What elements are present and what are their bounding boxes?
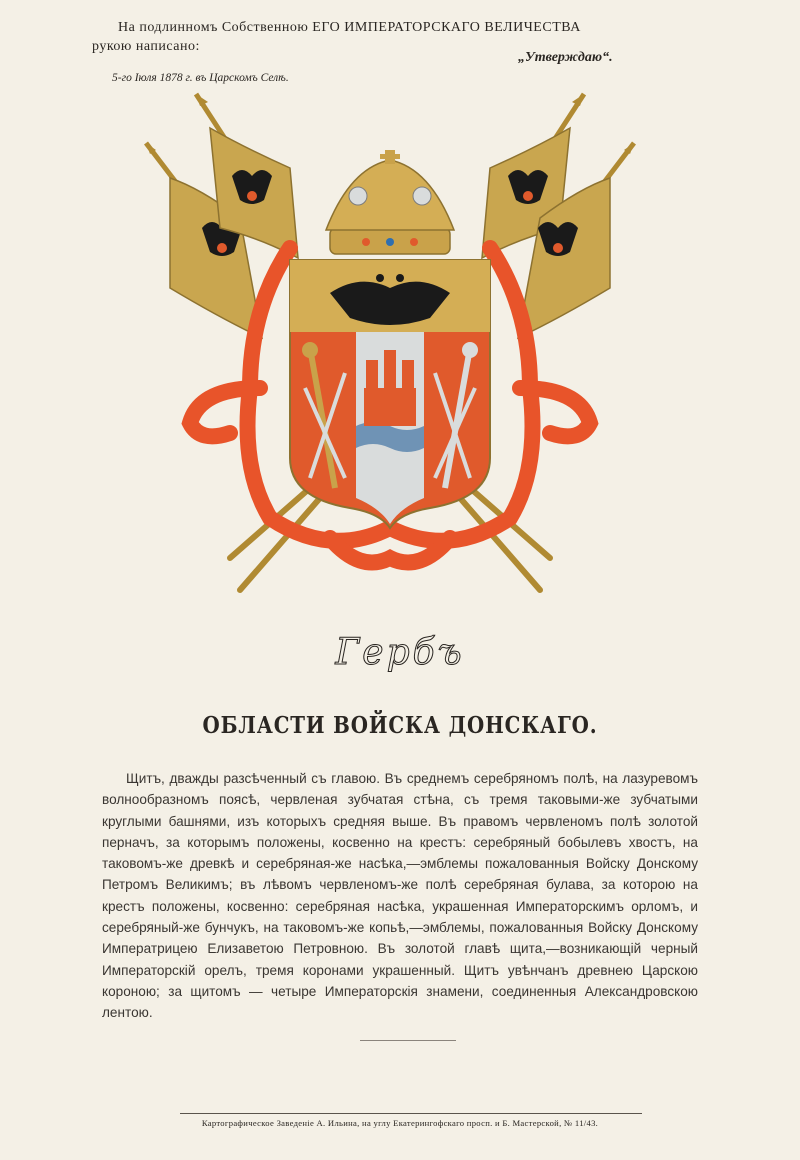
footer-rule — [180, 1113, 642, 1114]
approval-line-2: рукою написано: — [92, 39, 200, 54]
printer-imprint: Картографическое Заведеніе А. Ильина, на углу Екатерингофскаго просп. и Б. Мастерской, № 11/43. — [201, 1118, 599, 1128]
approval-date: 5-го Іюля 1878 г. въ Царскомъ Селѣ. — [112, 72, 289, 84]
coat-of-arms-emblem — [130, 88, 650, 608]
gerb-title: Гербъ — [335, 632, 465, 673]
approval-line-1: На подлинномъ Собственною ЕГО ИМПЕРАТОРСКАГО ВЕЛИЧЕСТВА — [118, 20, 581, 35]
blazon-description: Щитъ, дважды разсѣченный съ главою. Въ среднемъ серебряномъ полѣ, на лазуревомъ волнообразномъ поясѣ, червленая зубчатая стѣна, съ тремя таковыми-же зубчатыми круглыми башнями, изъ которыхъ средняя выше. Въ правомъ червленомъ полѣ золотой перначъ, за которымъ положены, косвенно на крестъ: серебряный бобылевъ хвостъ, на таковомъ-же древкѣ и серебряная-же насѣка,—эмблемы пожалованныя Войску Донскому Петромъ Великимъ; въ лѣвомъ червленомъ-же полѣ серебряная булава, за которою на крестъ положены, косвенно: серебряная насѣка, украшенная Императорскимъ орломъ, и серебряный-же бунчукъ, на таковомъ-же копьѣ,—эмблемы, пожалованныя Войску Донскому Императрицею Елизаветою Петровною. Въ золотой главѣ щита,—возникающій черный Императорскій орелъ, тремя коронами украшенный. Щитъ увѣнчанъ древнею Царскою короною; за щитомъ — четыре Императорскія знамени, соединенныя Александровскою лентою. — [102, 771, 698, 1021]
imperial-crown — [326, 150, 454, 254]
region-title: ОБЛАСТИ ВОЙСКА ДОНСКАГО. — [202, 712, 598, 739]
approve-word: „Утверждаю“. — [518, 50, 613, 65]
separator-line — [360, 1040, 456, 1041]
shield — [290, 260, 490, 528]
